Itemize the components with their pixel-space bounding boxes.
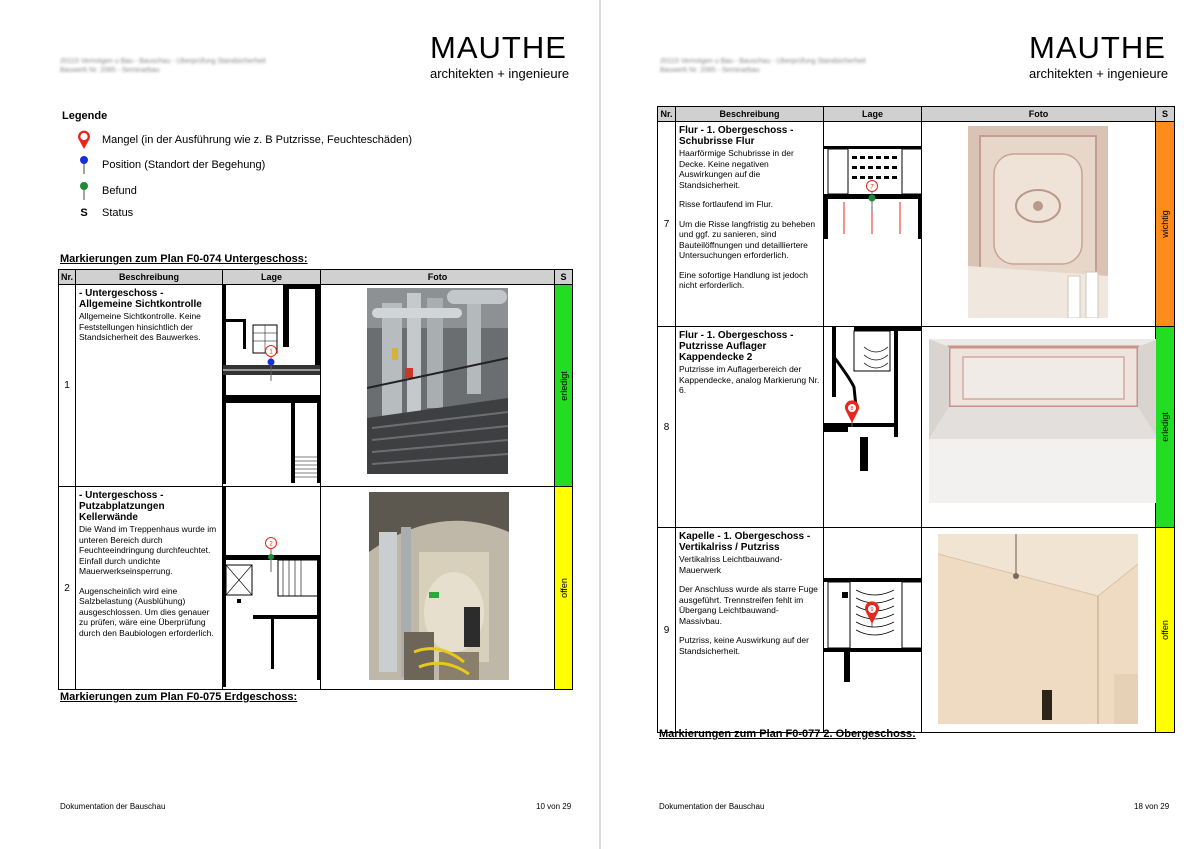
row-number: 7: [658, 122, 676, 327]
floor-plan-thumbnail: [824, 327, 922, 528]
section-title-erdgeschoss: Markierungen zum Plan F0-075 Erdgeschoss:: [60, 691, 298, 703]
status-cell: [1156, 122, 1175, 327]
legend-item-mangel: Mangel (in der Ausführung wie z. B Putzrisse, Feuchteschäden): [72, 130, 412, 150]
logo-brand: MAUTHE: [430, 30, 567, 65]
photo-cell: [922, 528, 1156, 733]
page-number: 18 von 29: [1134, 802, 1170, 811]
markings-table-right: [657, 106, 1175, 733]
row-description: Kapelle - 1. Obergeschoss - Vertikalriss / Putzriss Vertikalriss Leichtbauwand-Mauerwerk Der Anschluss wurde als starre Fuge ausgeführt. Trennstreifen fehlt im Übergang Leichtbauwand-Massivbau. Putzriss, keine Auswirkung auf der Standsicherheit.: [676, 528, 824, 733]
col-header-foto: Foto: [321, 270, 555, 285]
table-row: [59, 487, 573, 690]
company-logo: [1029, 32, 1168, 82]
col-header-nr: Nr.: [658, 107, 676, 122]
table-row: [658, 122, 1175, 327]
row-description: Flur - 1. Obergeschoss - Schubrisse Flur Haarförmige Schubrisse in der Decke. Keine negativen Auswirkungen auf die Standsicherheit. Risse fortlaufend im Flur. Um die Risse langfristig zu beheben und ggf. zu sanieren, sind Bauteilöffnungen und detailliertere Untersuchungen erforderlich. Eine sofortige Handlung ist jedoch nicht erforderlich.: [676, 122, 824, 327]
status-label: offen: [558, 578, 569, 598]
floor-plan-thumbnail: [824, 122, 922, 327]
floor-plan-thumbnail: [223, 487, 321, 690]
footer-doc-title: Dokumentation der Bauschau: [60, 802, 166, 811]
legend-item-status: S Status: [72, 207, 133, 219]
status-cell: [1156, 528, 1175, 733]
floor-plan-thumbnail: [824, 528, 922, 733]
header-project-info: 20115 Vermögen u Bau - Bauschau - Überprüfung Standsicherheit Bauwerk Nr. 2065 - Seminarbau: [60, 58, 266, 74]
row-number: 2: [59, 487, 76, 690]
row-title: - Untergeschoss - Putzabplatzungen Kellerwände: [79, 490, 165, 523]
photo-hallway-ceiling: [968, 126, 1108, 318]
col-header-status: S: [555, 270, 573, 285]
plan-marker-label: 1: [269, 349, 273, 356]
logo-tagline: architekten + ingenieure: [1029, 66, 1169, 81]
row-title: Flur - 1. Obergeschoss - Putzrisse Auflager Kappendecke 2: [679, 330, 794, 363]
red-marker-icon: [72, 130, 96, 150]
row-title: Kapelle - 1. Obergeschoss - Vertikalriss / Putzriss: [679, 531, 811, 553]
page-number: 10 von 29: [536, 802, 572, 811]
plan-marker-label: 9: [870, 607, 874, 613]
status-label: wichtig: [1160, 210, 1170, 238]
photo-cell: [922, 327, 1156, 528]
photo-chapel-wall: [938, 534, 1138, 724]
legend-title: Legende: [62, 110, 108, 122]
status-label: erledigt: [558, 370, 569, 401]
section-title-untergeschoss: Markierungen zum Plan F0-074 Untergeschoss:: [60, 253, 308, 265]
status-s-icon: S: [80, 207, 88, 219]
plan-marker-label: 7: [870, 184, 874, 191]
col-header-lage: Lage: [824, 107, 922, 122]
row-number: 8: [658, 327, 676, 528]
legend-item-befund: Befund: [72, 181, 137, 201]
table-row: [658, 327, 1175, 528]
col-header-lage: Lage: [223, 270, 321, 285]
markings-table-left: [58, 269, 573, 690]
status-label: offen: [1160, 620, 1170, 640]
photo-basement-pipes: [367, 288, 508, 474]
plan-marker-label: 8: [850, 406, 854, 412]
green-pin-icon: [72, 181, 96, 201]
table-row: [658, 528, 1175, 733]
row-number: 1: [59, 285, 76, 487]
header-project-info: 20115 Vermögen u Bau - Bauschau - Überprüfung Standsicherheit Bauwerk Nr. 2065 - Seminarbau: [660, 58, 866, 74]
row-number: 9: [658, 528, 676, 733]
row-title: Flur - 1. Obergeschoss - Schubrisse Flur: [679, 125, 794, 147]
row-description: Flur - 1. Obergeschoss - Putzrisse Auflager Kappendecke 2 Putzrisse im Auflagerbereich der Kappendecke, analog Markierung Nr. 6.: [676, 327, 824, 528]
row-description: - Untergeschoss - Putzabplatzungen Kellerwände Die Wand im Treppenhaus wurde im unteren Bereich durch Feuchteeindringung durchfeuchtet. Einfall durch undichte Mauerwerkseinsperrung. Augenscheinlich wird eine Salzbelastung (Ausblühung) ausgeschlossen. Um dies genauer zu prüfen, wäre eine Überprüfung durch den Baubiologen erforderlich.: [76, 487, 223, 690]
photo-cell: [321, 285, 555, 487]
photo-cell: [922, 122, 1156, 327]
photo-ceiling-cracks: [929, 339, 1158, 503]
col-header-status: S: [1156, 107, 1175, 122]
col-header-beschreibung: Beschreibung: [76, 270, 223, 285]
legend-item-position: Position (Standort der Begehung): [72, 155, 265, 175]
right-page: [601, 0, 1200, 849]
col-header-nr: Nr.: [59, 270, 76, 285]
blue-pin-icon: [72, 155, 96, 175]
status-cell: [555, 487, 573, 690]
photo-basement-wall: [369, 492, 509, 680]
left-page: [0, 0, 599, 849]
footer-doc-title: Dokumentation der Bauschau: [659, 802, 765, 811]
row-title: - Untergeschoss - Allgemeine Sichtkontrolle: [79, 288, 202, 310]
photo-cell: [321, 487, 555, 690]
logo-tagline: architekten + ingenieure: [430, 66, 570, 81]
row-description: - Untergeschoss - Allgemeine Sichtkontrolle Allgemeine Sichtkontrolle. Keine Feststellungen hinsichtlich der Standsicherheit des Bauwerkes.: [76, 285, 223, 487]
status-cell: [555, 285, 573, 487]
status-cell: [1156, 327, 1175, 528]
col-header-foto: Foto: [922, 107, 1156, 122]
company-logo: [430, 32, 569, 82]
logo-brand: MAUTHE: [1029, 30, 1166, 65]
section-title-2-obergeschoss: Markierungen zum Plan F0-077 2. Obergeschoss:: [659, 728, 916, 740]
status-label: erledigt: [1160, 412, 1170, 442]
col-header-beschreibung: Beschreibung: [676, 107, 824, 122]
floor-plan-thumbnail: [223, 285, 321, 487]
plan-marker-label: 2: [269, 541, 273, 548]
table-row: [59, 285, 573, 487]
